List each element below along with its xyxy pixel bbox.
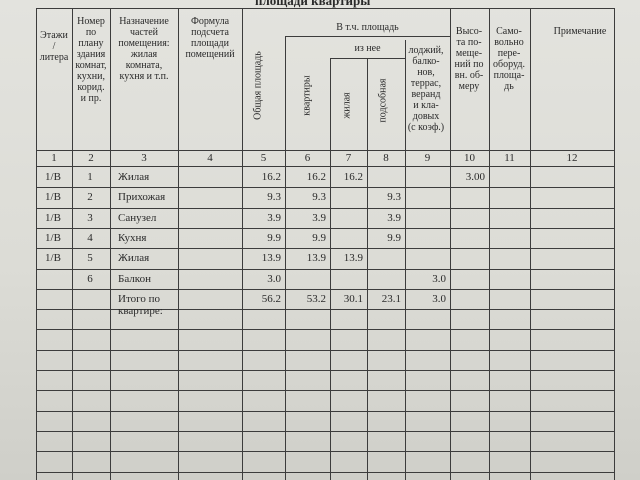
cell-total: 9.9 — [267, 231, 281, 244]
cell-name: Жилая — [118, 171, 150, 183]
grid-line — [285, 36, 450, 37]
cell-name: Итого по квартире: — [118, 292, 163, 317]
header-note: Примечание — [553, 26, 607, 37]
cell-total: 16.2 — [261, 171, 281, 183]
grid-line — [285, 36, 286, 480]
cell-apt: 9.9 — [312, 231, 326, 244]
cell-name: Прихожая — [118, 191, 166, 204]
cell-name: Балкон — [118, 272, 151, 285]
grid-line — [36, 370, 614, 371]
grid-line — [36, 269, 614, 270]
grid-line — [530, 8, 531, 480]
column-number: 11 — [504, 152, 515, 164]
cell-aux: 3.9 — [387, 211, 401, 224]
grid-line — [36, 150, 614, 151]
header-living: жилая — [341, 92, 353, 119]
cell-loggia: 3.0 — [432, 292, 446, 305]
grid-line — [36, 248, 614, 249]
grid-line — [36, 411, 614, 412]
cell-aux: 9.3 — [387, 191, 401, 204]
cell-total: 56.2 — [261, 292, 281, 305]
cell-floor: 1/В — [45, 171, 61, 183]
column-number: 3 — [141, 152, 147, 164]
column-number: 6 — [304, 152, 311, 164]
cell-apt: 13.9 — [306, 252, 326, 265]
grid-line — [36, 329, 614, 330]
header-height: Высо- та по- меще- ний по вн. об- меру — [454, 26, 484, 92]
grid-line — [36, 187, 614, 188]
cell-floor: 1/В — [45, 252, 61, 265]
header-apartments: квартиры — [301, 75, 313, 116]
grid-line — [330, 58, 405, 59]
column-number: 8 — [383, 152, 389, 164]
header-auxiliary: подсобная — [377, 78, 389, 123]
cell-total: 3.0 — [267, 272, 281, 285]
cell-floor: 1/В — [45, 231, 61, 244]
grid-line — [36, 289, 614, 290]
cell-floor: 1/В — [45, 191, 61, 204]
cell-total: 13.9 — [261, 252, 281, 265]
header-of-which: из нее — [354, 43, 381, 54]
cell-aux: 9.9 — [387, 231, 401, 244]
cell-no: 6 — [87, 272, 93, 285]
cell-floor: 1/В — [45, 211, 61, 224]
grid-line — [36, 390, 614, 391]
header-incl-area: В т.ч. площадь — [336, 22, 399, 33]
grid-line — [36, 228, 614, 229]
cell-apt: 9.3 — [312, 191, 326, 204]
cell-loggia: 3.0 — [432, 272, 446, 285]
grid-line — [36, 8, 37, 480]
cell-living: 13.9 — [343, 252, 363, 265]
cell-name: Жилая — [118, 252, 150, 265]
cell-apt: 3.9 — [312, 211, 326, 224]
cell-no: 4 — [87, 231, 93, 244]
cell-height: 3.00 — [465, 171, 485, 183]
cell-no: 2 — [87, 191, 93, 204]
header-formula: Формула подсчета площади помещений — [185, 16, 235, 60]
cell-living: 30.1 — [343, 292, 363, 305]
grid-line — [242, 8, 243, 480]
column-number: 10 — [464, 152, 475, 164]
grid-line — [614, 8, 615, 480]
column-number: 4 — [207, 152, 213, 164]
column-number: 5 — [260, 152, 267, 164]
grid-line — [36, 8, 614, 9]
column-number: 7 — [345, 152, 352, 164]
grid-line — [36, 431, 614, 432]
grid-line — [36, 451, 614, 452]
cell-no: 3 — [87, 211, 93, 224]
header-total-area: Общая площадь — [252, 51, 264, 120]
header-room-no: Номер по плану здания комнат, кухни, корид. и пр. — [75, 16, 107, 104]
cell-aux: 23.1 — [381, 292, 401, 305]
cell-name: Санузел — [118, 211, 157, 224]
page-title: площади квартиры — [255, 0, 371, 8]
grid-line — [178, 8, 179, 480]
grid-line — [36, 350, 614, 351]
column-number: 1 — [51, 152, 57, 164]
cell-no: 1 — [87, 171, 93, 183]
cell-apt: 16.2 — [306, 171, 326, 183]
header-unauthorized: Само- вольно пере- оборуд. площа- дь — [493, 26, 525, 92]
grid-line — [36, 166, 614, 167]
cell-total: 3.9 — [267, 211, 281, 224]
grid-line — [36, 208, 614, 209]
cell-living: 16.2 — [343, 171, 363, 183]
column-number: 9 — [424, 152, 431, 164]
cell-apt: 53.2 — [306, 292, 326, 305]
header-loggias: лоджий, балко- нов, террас, веранд и кла- довых (с коэф.) — [407, 45, 445, 133]
cell-total: 9.3 — [267, 191, 281, 204]
grid-line — [36, 472, 614, 473]
header-floor: Этажи / литера — [39, 30, 69, 63]
column-number: 2 — [88, 152, 94, 164]
cell-no: 5 — [87, 252, 93, 265]
header-purpose: Назначение частей помещения: жилая комната, кухня и т.п. — [118, 16, 170, 82]
cell-name: Кухня — [118, 231, 147, 244]
column-number: 12 — [566, 152, 578, 164]
